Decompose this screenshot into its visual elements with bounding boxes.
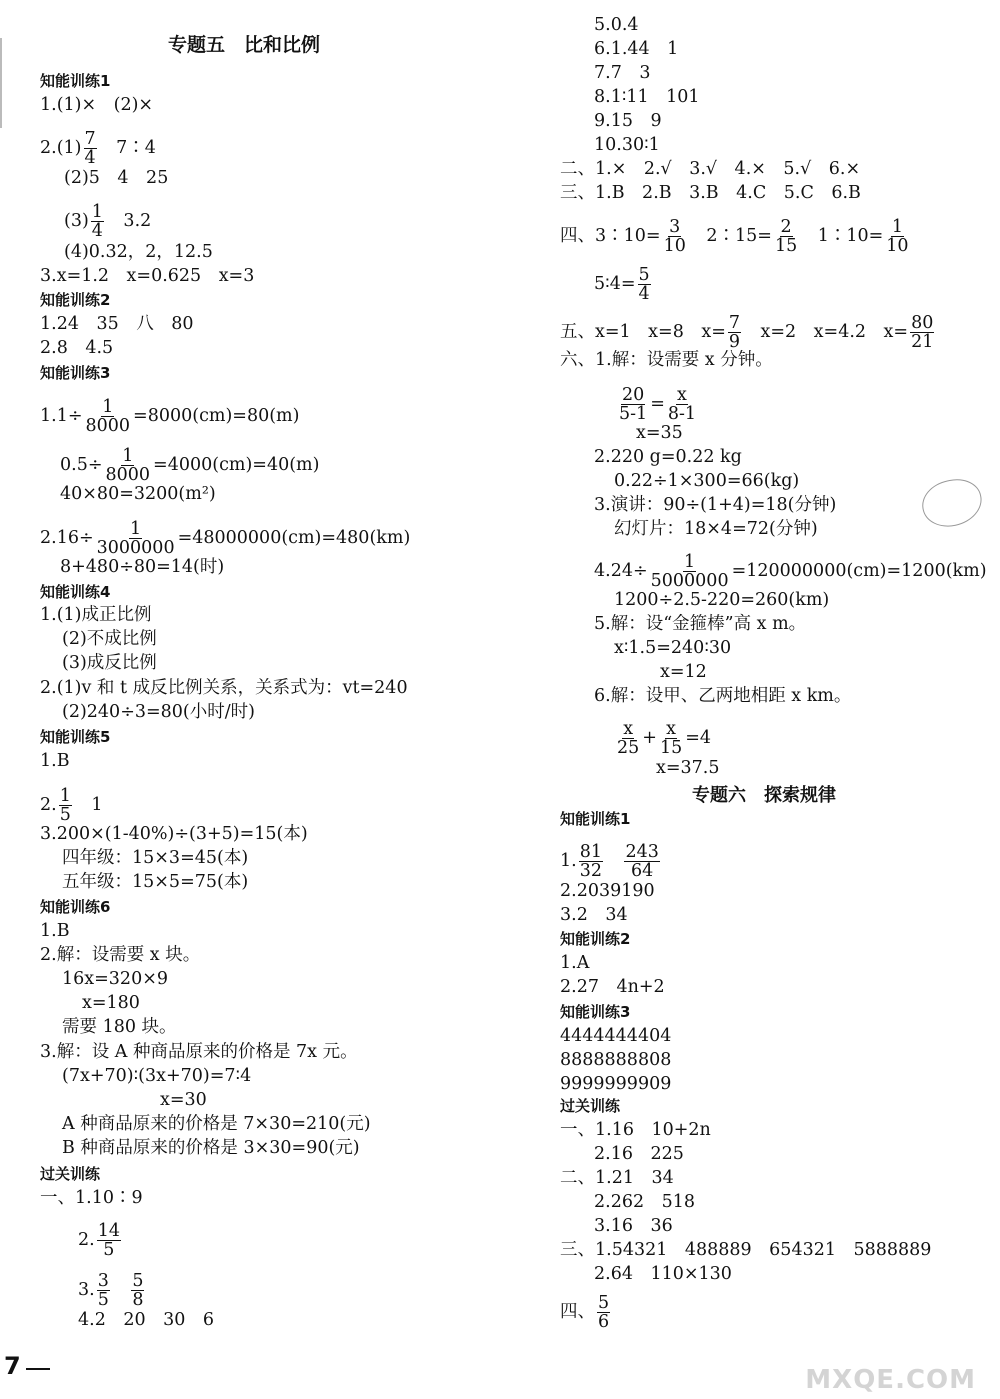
fraction: $\frac{243}{64}$ — [625, 842, 659, 881]
watermark: MXQE.COM — [805, 1365, 976, 1395]
answer-line: 2.64 110×130 — [594, 1264, 732, 1284]
answer-line: 40×80=3200(m²) — [60, 484, 216, 504]
answer-line: 3. $\frac{3}{5}$ $\frac{5}{8}$ — [78, 1271, 144, 1310]
answer-line: $\frac{x}{25}$ + $\frac{x}{15}$ =4 — [617, 719, 712, 758]
fraction: $\frac{81}{32}$ — [579, 842, 602, 881]
heading-training-3: 知能训练3 — [40, 364, 111, 382]
answer-line: 16x=320×9 — [62, 969, 168, 989]
answer-line: 1.B — [40, 751, 70, 771]
fraction: $\frac{1}{5}$ — [59, 786, 71, 825]
answer-line: 1200÷2.5-220=260(km) — [614, 590, 830, 610]
answer-line: 2. $\frac{1}{5}$ 1 — [40, 786, 103, 825]
answer-line: 9999999909 — [560, 1074, 672, 1094]
answer-line: (2)5 4 25 — [64, 168, 169, 188]
heading-training-4: 知能训练4 — [40, 583, 111, 601]
answer-line: 3.200×(1-40%)÷(3+5)=15(本) — [40, 824, 308, 844]
page-number: 7 — [4, 1352, 21, 1380]
answer-line: 一、1.16 10+2n — [560, 1120, 711, 1140]
answer-line: 10.30∶1 — [594, 135, 660, 155]
answer-line: 3.2 34 — [560, 905, 628, 925]
fraction: $\frac{80}{21}$ — [911, 313, 934, 352]
answer-line: 五、x=1 x=8 x= $\frac{7}{9}$ x=2 x=4.2 x= $\frac{80}{21}$ — [560, 313, 934, 352]
answer-line: 3.演讲：90÷(1+4)=18(分钟) — [594, 495, 837, 515]
fraction: $\frac{2}{15}$ — [774, 217, 798, 256]
answer-line: 1. $\frac{81}{32}$ $\frac{243}{64}$ — [560, 842, 659, 881]
fraction: $\frac{x}{15}$ — [659, 719, 683, 758]
fraction: $\frac{x}{25}$ — [617, 719, 640, 758]
answer-line: x=30 — [160, 1090, 207, 1110]
answer-line: 2.8 4.5 — [40, 338, 114, 358]
answer-line: A 种商品原来的价格是 7×30=210(元) — [62, 1114, 371, 1134]
heading-training-5: 知能训练5 — [40, 728, 111, 746]
answer-line: 0.22÷1×300=66(kg) — [614, 471, 800, 491]
answer-line: 9.15 9 — [594, 111, 662, 131]
fraction: $\frac{7}{4}$ — [84, 129, 96, 168]
answer-line: 8888888808 — [560, 1050, 672, 1070]
fraction: $\frac{3}{5}$ — [97, 1271, 109, 1310]
answer-line: 2.解：设需要 x 块。 — [40, 945, 201, 965]
fraction: $\frac{1}{3000000}$ — [96, 519, 175, 558]
fraction: $\frac{1}{8000}$ — [85, 397, 131, 436]
fraction: $\frac{1}{5000000}$ — [650, 552, 729, 591]
heading-training-2: 知能训练2 — [560, 930, 631, 948]
answer-line: 2.2039190 — [560, 881, 655, 901]
answer-line: (2)240÷3=80(小时/时) — [62, 702, 255, 722]
fraction: $\frac{1}{10}$ — [886, 217, 909, 256]
heading-review: 过关训练 — [40, 1165, 101, 1183]
answer-line: 8.1∶11 101 — [594, 87, 700, 107]
answer-line: 2.16÷ $\frac{1}{3000000}$ =48000000(cm)=480(km) — [40, 519, 411, 558]
fraction: $\frac{20}{5-1}$ — [619, 385, 648, 424]
answer-line: 1.24 35 八 80 — [40, 314, 194, 334]
section-title-5: 专题五 比和比例 — [168, 34, 321, 56]
answer-line: 8+480÷80=14(时) — [60, 557, 225, 577]
stamp-mark — [918, 474, 986, 531]
answer-line: 1.A — [560, 953, 590, 973]
answer-line: 4444444404 — [560, 1026, 672, 1046]
answer-line: 4.24÷ $\frac{1}{5000000}$ =120000000(cm)=1200(km) — [594, 552, 987, 591]
answer-line: (3) $\frac{1}{4}$ 3.2 — [64, 202, 152, 241]
answer-line: 三、1.54321 488889 654321 5888889 — [560, 1240, 932, 1260]
answer-line: 四、 $\frac{5}{6}$ — [560, 1293, 610, 1332]
answer-line: 2. $\frac{14}{5}$ — [78, 1221, 120, 1260]
heading-training-6: 知能训练6 — [40, 898, 111, 916]
answer-line: 6.解：设甲、乙两地相距 x km。 — [594, 686, 852, 706]
answer-line: 1.1÷ $\frac{1}{8000}$ =8000(cm)=80(m) — [40, 397, 300, 436]
answer-line: 5.解：设“金箍棒”高 x m。 — [594, 614, 807, 634]
fraction: $\frac{3}{10}$ — [663, 217, 686, 256]
answer-line: 2.220 g=0.22 kg — [594, 447, 742, 467]
fraction: $\frac{x}{8-1}$ — [667, 385, 697, 424]
answer-line: 3.解：设 A 种商品原来的价格是 7x 元。 — [40, 1042, 358, 1062]
answer-line: 六、1.解：设需要 x 分钟。 — [560, 350, 773, 370]
answer-line: x=37.5 — [656, 758, 720, 778]
answer-line: (7x+70)∶(3x+70)=7∶4 — [62, 1066, 252, 1086]
answer-line: 1.(1)成正比例 — [40, 605, 152, 625]
answer-line: 2.(1) $\frac{7}{4}$ 7∶4 — [40, 129, 156, 168]
answer-line: $\frac{20}{5-1}$ = $\frac{x}{8-1}$ — [619, 385, 697, 424]
answer-line: x∶1.5=240∶30 — [614, 638, 732, 658]
fraction: $\frac{5}{4}$ — [638, 265, 650, 304]
answer-line: 四、3∶10= $\frac{3}{10}$ 2∶15= $\frac{2}{15}$ 1∶10= $\frac{1}{10}$ — [560, 217, 909, 256]
answer-line: 3.x=1.2 x=0.625 x=3 — [40, 266, 255, 286]
answer-line: 需要 180 块。 — [62, 1017, 177, 1037]
answer-line: (4)0.32，2，12.5 — [64, 242, 213, 262]
answer-line: 2.16 225 — [594, 1144, 684, 1164]
fraction: $\frac{14}{5}$ — [97, 1221, 120, 1260]
answer-line: x=12 — [660, 662, 707, 682]
answer-line: 5.0.4 — [594, 15, 639, 35]
answer-line: 6.1.44 1 — [594, 39, 679, 59]
answer-line: 四年级：15×3=45(本) — [62, 848, 249, 868]
fraction: $\frac{5}{8}$ — [132, 1271, 144, 1310]
answer-line: 4.2 20 30 6 — [78, 1310, 215, 1330]
fraction: $\frac{7}{9}$ — [728, 313, 741, 352]
answer-line: 5∶4= $\frac{5}{4}$ — [594, 265, 650, 304]
page-edge-mark — [0, 38, 8, 128]
answer-line: 3.16 36 — [594, 1216, 673, 1236]
fraction: $\frac{1}{4}$ — [91, 202, 103, 241]
section-title-6: 专题六 探索规律 — [692, 785, 836, 806]
answer-line: x=35 — [636, 423, 683, 443]
answer-line: (2)不成比例 — [62, 629, 157, 649]
answer-line: 2.(1)v 和 t 成反比例关系，关系式为：vt=240 — [40, 678, 408, 698]
answer-line: 2.262 518 — [594, 1192, 696, 1212]
answer-line: 二、1.21 34 — [560, 1168, 674, 1188]
answer-line: x=180 — [82, 993, 140, 1013]
fraction: $\frac{1}{8000}$ — [105, 446, 151, 485]
answer-line: 一、1.10∶9 — [40, 1188, 143, 1208]
heading-training-3: 知能训练3 — [560, 1003, 631, 1021]
heading-training-1: 知能训练1 — [560, 810, 631, 828]
answer-line: 二、1.× 2.√ 3.√ 4.× 5.√ 6.× — [560, 159, 861, 179]
answer-line: B 种商品原来的价格是 3×30=90(元) — [62, 1138, 360, 1158]
answer-line: (3)成反比例 — [62, 653, 157, 673]
answer-line: 0.5÷ $\frac{1}{8000}$ =4000(cm)=40(m) — [60, 446, 320, 485]
answer-line: 1.B — [40, 921, 70, 941]
heading-training-2: 知能训练2 — [40, 291, 111, 309]
answer-line: 7.7 3 — [594, 63, 651, 83]
heading-training-1: 知能训练1 — [40, 72, 111, 90]
fraction: $\frac{5}{6}$ — [598, 1293, 610, 1332]
answer-line: 五年级：15×5=75(本) — [62, 872, 249, 892]
answer-line: 2.27 4n+2 — [560, 977, 665, 997]
answer-line: 1.(1)× (2)× — [40, 95, 154, 115]
heading-review: 过关训练 — [560, 1097, 621, 1115]
answer-line: 三、1.B 2.B 3.B 4.C 5.C 6.B — [560, 183, 861, 203]
answer-line: 幻灯片：18×4=72(分钟) — [614, 519, 818, 539]
page-number-dash — [26, 1368, 50, 1370]
